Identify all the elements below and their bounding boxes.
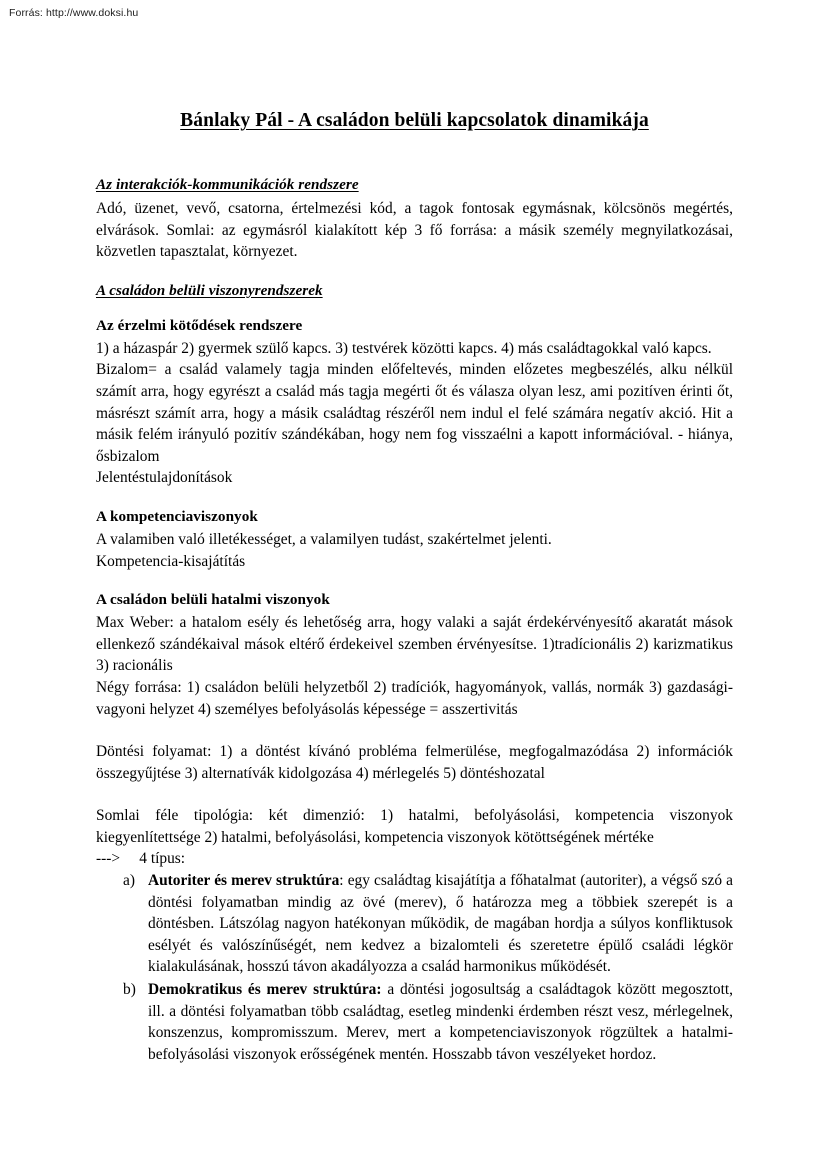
spacer <box>96 784 733 805</box>
paragraph-dontesi-folyamat: Döntési folyamat: 1) a döntést kívánó probléma felmerülése, megfogalmazódása 2) információk összegyűjtése 3) alternatívák kidolgozása 4) mérlegelés 5) döntéshozatal <box>96 743 733 782</box>
paragraph-bizalom: Bizalom= a család valamely tagja minden előfeltevés, minden előzetes megbeszélés, alku nélkül számít arra, hogy egyrészt a család más tagja megérti őt és válasza olyan lesz, ami pozitíven érinti őt, másrészt számít arra, hogy a másik családtag részéről nem indul el felé számára negatív akció. Hit a másik felém irányuló pozitív szándékában, hogy nem fog visszaélni a kapott információval. - hiánya, ősbizalom <box>96 361 733 465</box>
spacer <box>96 572 733 589</box>
paragraph-kompetencia-definicio: A valamiben való illetékességet, a valamilyen tudást, szakértelmet jelenti. <box>96 530 552 548</box>
list-item-bold-lead: Autoriter és merev struktúra <box>148 872 340 890</box>
page-title: Bánlaky Pál - A családon belüli kapcsolatok dinamikája <box>180 110 649 131</box>
document-content <box>96 108 733 1066</box>
list-item-marker: a) <box>123 872 135 890</box>
list-item-bold-lead: Demokratikus és merev struktúra: <box>148 981 382 999</box>
list-item-text: egy családtag kisajátítja a főhatalmat (autoriter), a végső szó a döntési folyamatban mindig az övé (merev), ő határozza meg a többiek szerepét is a döntésben. Látszólag nagyon hatékonyan működik, de magában hordja a súlyos konfliktusok esélyét és valószínűségét, nem kedvez a bizalomteli és szeretetre épülő családi légkör kialakulásának, hosszú távon akadályozza a család harmonikus működését. <box>148 872 734 976</box>
paragraph-kompetencia-kisajatitas: Kompetencia-kisajátítás <box>96 552 246 570</box>
spacer <box>96 263 733 280</box>
spacer <box>96 304 733 315</box>
list-item <box>96 870 733 978</box>
subheading-erzelmi-kotodesek: Az érzelmi kötődések rendszere <box>96 316 303 334</box>
list-item-marker: b) <box>123 981 136 999</box>
section-heading-interakciok: Az interakciók-kommunikációk rendszere <box>96 176 359 193</box>
list-item <box>96 979 733 1065</box>
subheading-kompetenciaviszonyok: A kompetenciaviszonyok <box>96 507 258 525</box>
typology-list <box>96 870 733 1065</box>
paragraph-four-types-arrow: ---> 4 típus: <box>96 850 186 868</box>
paragraph-max-weber: Max Weber: a hatalom esély és lehetőség arra, hogy valaki a saját érdekérvényesítő akaratát mások ellenkező szándékaival mások eltérő érdekeivel szemben érvényesítse. 1)tradícionális 2) karizmatikus 3) racionális <box>96 614 733 675</box>
list-item-text: a döntési jogosultság a családtagok között megosztott, ill. a döntési folyamatban több családtag, esetleg mindenki érdemben részt vesz, mérlegelnek, konszenzus, kompromisszum. Merev, mert a kompetenciaviszonyok rögzültek a hatalmi-befolyásolási viszonyok erősségének mentén. Hosszabb távon veszélyeket hordoz. <box>148 981 733 1063</box>
paragraph-interakciok-body: Adó, üzenet, vevő, csatorna, értelmezési kód, a tagok fontosak egymásnak, kölcsönös megértés, elvárások. Somlai: az egymásról kialakított kép 3 fő forrása: a másik személy megnyilatkozásai, közvetlen tapasztalat, környezet. <box>96 200 733 261</box>
source-watermark: Forrás: http://www.doksi.hu <box>9 7 139 19</box>
list-item-separator: : <box>339 872 348 890</box>
paragraph-somlai-tipologia: Somlai féle tipológia: két dimenzió: 1) hatalmi, befolyásolási, kompetencia viszonyok kiegyenlítettsége 2) hatalmi, befolyásolási, kompetencia viszonyok kötöttségének mértéke <box>96 807 733 846</box>
paragraph-erzelmi-list: 1) a házaspár 2) gyermek szülő kapcs. 3) testvérek közötti kapcs. 4) más családtagokkal való kapcs. <box>96 339 712 357</box>
paragraph-negy-forrasa: Négy forrása: 1) családon belüli helyzetből 2) tradíciók, hagyományok, vallás, normák 3) gazdasági-vagyoni helyzet 4) személyes befolyásolás képessége = asszertivitás <box>96 678 733 718</box>
spacer <box>96 489 733 506</box>
section-heading-viszonyrendszerek: A családon belüli viszonyrendszerek <box>96 281 323 299</box>
paragraph-jelentestulajdonitasok: Jelentéstulajdonítások <box>96 469 233 487</box>
spacer <box>96 720 733 741</box>
subheading-hatalmi-viszonyok: A családon belüli hatalmi viszonyok <box>96 591 330 609</box>
